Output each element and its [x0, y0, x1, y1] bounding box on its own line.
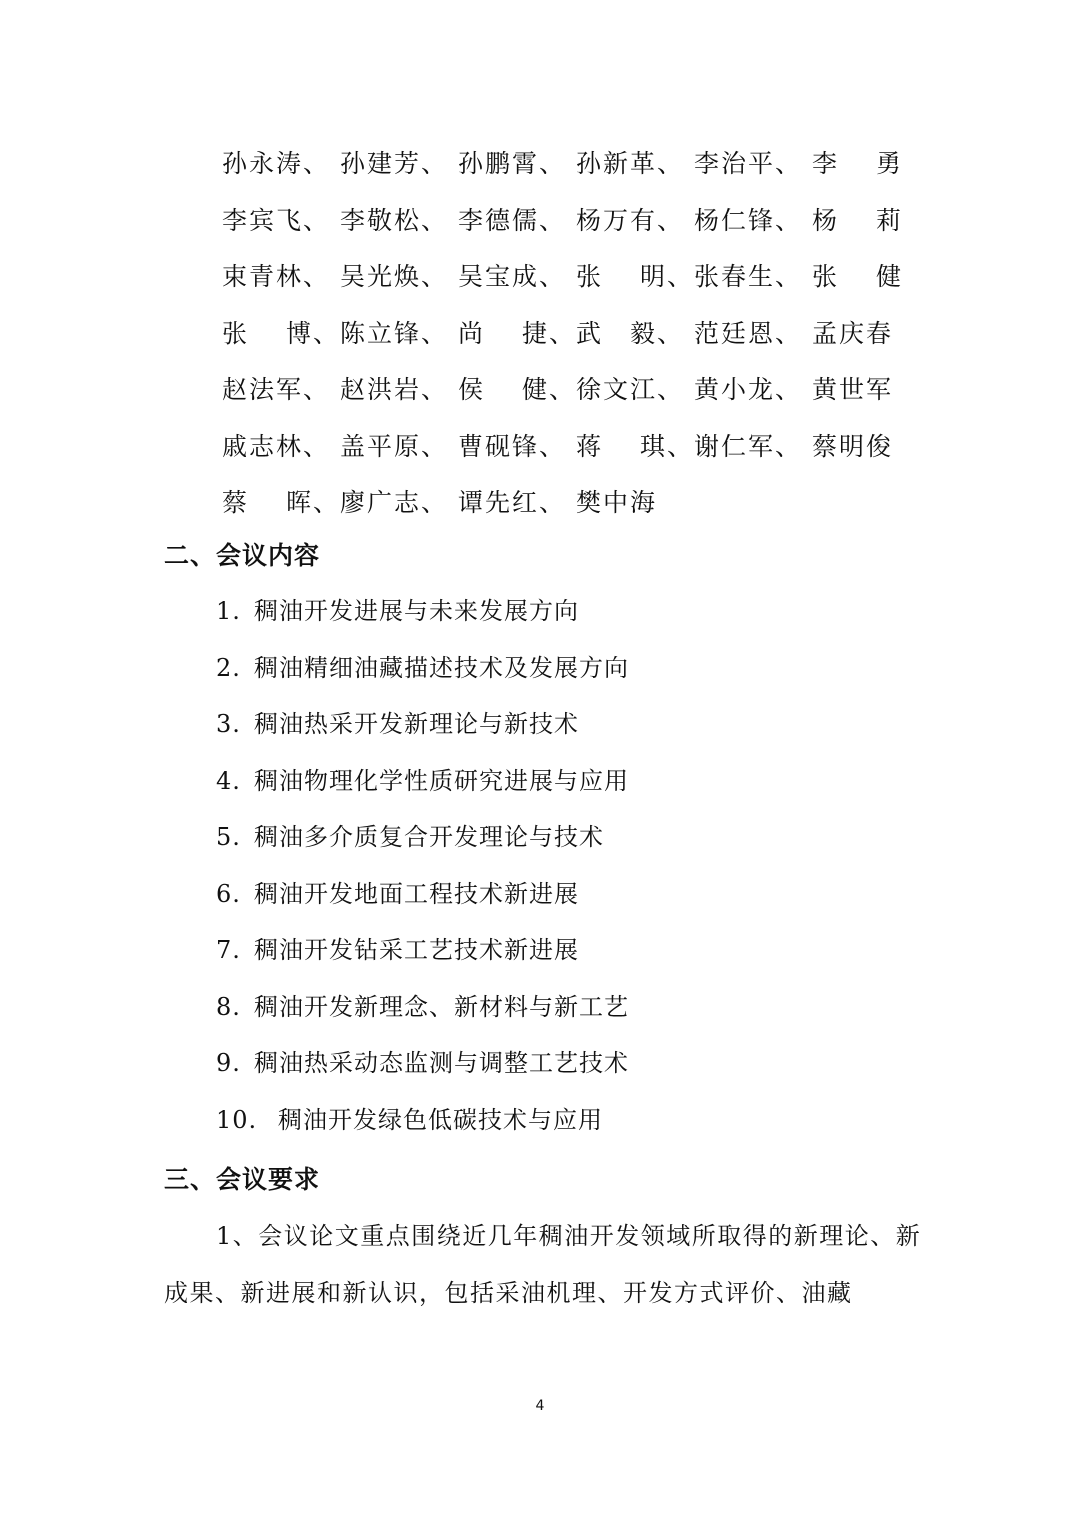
list-item [216, 758, 936, 815]
name-row [222, 193, 922, 250]
item-number: 9. [216, 1049, 241, 1077]
list-item [216, 645, 936, 702]
participant-name: 吴光焕、 [340, 262, 449, 292]
requirements-paragraph [164, 1208, 924, 1322]
participant-name: 孙永涛、 [222, 149, 331, 179]
participant-name: 张 明、 [576, 262, 694, 292]
participant-name: 吴宝成、 [458, 262, 567, 292]
participant-name: 曹砚锋、 [458, 431, 567, 461]
item-number: 2. [216, 653, 241, 682]
list-item [216, 588, 936, 645]
participant-name: 盖平原、 [340, 431, 449, 461]
participant-name: 黄世军 [812, 375, 894, 405]
participant-name: 束青林、 [222, 262, 331, 292]
section-heading-meeting-content: 二、会议内容 [164, 541, 321, 570]
list-item [216, 927, 936, 984]
participant-name: 戚志林、 [222, 431, 331, 461]
item-number: 3. [216, 710, 241, 738]
meeting-topic-list [216, 588, 936, 1153]
participant-name: 李德儒、 [458, 205, 567, 235]
participant-name: 范廷恩、 [694, 318, 803, 348]
participant-name: 廖广志、 [340, 488, 449, 518]
list-item [216, 701, 936, 758]
name-row [222, 362, 922, 419]
name-row [222, 249, 922, 306]
participant-name: 张春生、 [694, 262, 803, 292]
participant-name: 谭先红、 [458, 488, 567, 518]
participant-name: 侯 健、 [458, 375, 576, 405]
item-text: 稠油精细油藏描述技术及发展方向 [254, 653, 629, 682]
participant-name: 赵洪岩、 [340, 375, 449, 405]
item-text: 稠油开发绿色低碳技术与应用 [278, 1105, 603, 1134]
participant-name: 蒋 琪、 [576, 431, 694, 461]
participant-name: 孙建芳、 [340, 149, 449, 179]
participant-name: 孙鹏霄、 [458, 149, 567, 179]
participant-name: 杨 莉 [812, 205, 903, 235]
item-number: 4. [216, 766, 241, 795]
paragraph-text: 1、会议论文重点围绕近几年稠油开发领域所取得的新理论、新成果、新进展和新认识，包括采油机理、开发方式评价、油藏 [164, 1222, 922, 1307]
name-row [222, 306, 922, 363]
item-text: 稠油物理化学性质研究进展与应用 [254, 766, 629, 795]
participant-name: 李宾飞、 [222, 205, 331, 235]
list-item [216, 814, 936, 871]
participant-name: 蔡明俊 [812, 431, 894, 461]
participant-name: 孟庆春 [812, 318, 894, 348]
item-number: 10. [216, 1105, 258, 1134]
item-text: 稠油开发钻采工艺技术新进展 [254, 936, 579, 964]
item-text: 稠油开发地面工程技术新进展 [254, 879, 579, 908]
participant-name: 尚 捷、 [458, 318, 576, 348]
participant-name: 李治平、 [694, 149, 803, 179]
item-number: 1. [216, 597, 241, 625]
list-item [216, 1040, 936, 1097]
participant-name: 杨万有、 [576, 205, 685, 235]
page-number: 4 [535, 1398, 545, 1414]
list-item [216, 984, 936, 1041]
participant-name: 赵法军、 [222, 375, 331, 405]
participant-name-list [222, 136, 922, 532]
item-number: 8. [216, 992, 241, 1021]
participant-name: 徐文江、 [576, 375, 685, 405]
participant-name: 蔡 晖、 [222, 488, 340, 518]
participant-name: 樊中海 [576, 488, 658, 518]
participant-name: 李 勇 [812, 149, 903, 179]
item-text: 稠油热采动态监测与调整工艺技术 [254, 1049, 629, 1077]
participant-name: 李敬松、 [340, 205, 449, 235]
item-text: 稠油开发进展与未来发展方向 [254, 597, 579, 625]
name-row [222, 419, 922, 476]
item-text: 稠油多介质复合开发理论与技术 [254, 823, 604, 851]
participant-name: 陈立锋、 [340, 318, 449, 348]
section-heading-meeting-requirements: 三、会议要求 [164, 1165, 321, 1194]
item-text: 稠油开发新理念、新材料与新工艺 [254, 992, 629, 1021]
item-number: 5. [216, 823, 241, 851]
item-number: 7. [216, 936, 241, 964]
participant-name: 孙新革、 [576, 149, 685, 179]
name-row [222, 475, 922, 532]
list-item [216, 1097, 936, 1154]
participant-name: 张 健 [812, 262, 903, 292]
list-item [216, 871, 936, 928]
participant-name: 武 毅、 [576, 318, 685, 348]
item-number: 6. [216, 879, 241, 908]
participant-name: 黄小龙、 [694, 375, 803, 405]
item-text: 稠油热采开发新理论与新技术 [254, 710, 579, 738]
name-row [222, 136, 922, 193]
participant-name: 张 博、 [222, 318, 340, 348]
participant-name: 杨仁锋、 [694, 205, 803, 235]
participant-name: 谢仁军、 [694, 431, 803, 461]
